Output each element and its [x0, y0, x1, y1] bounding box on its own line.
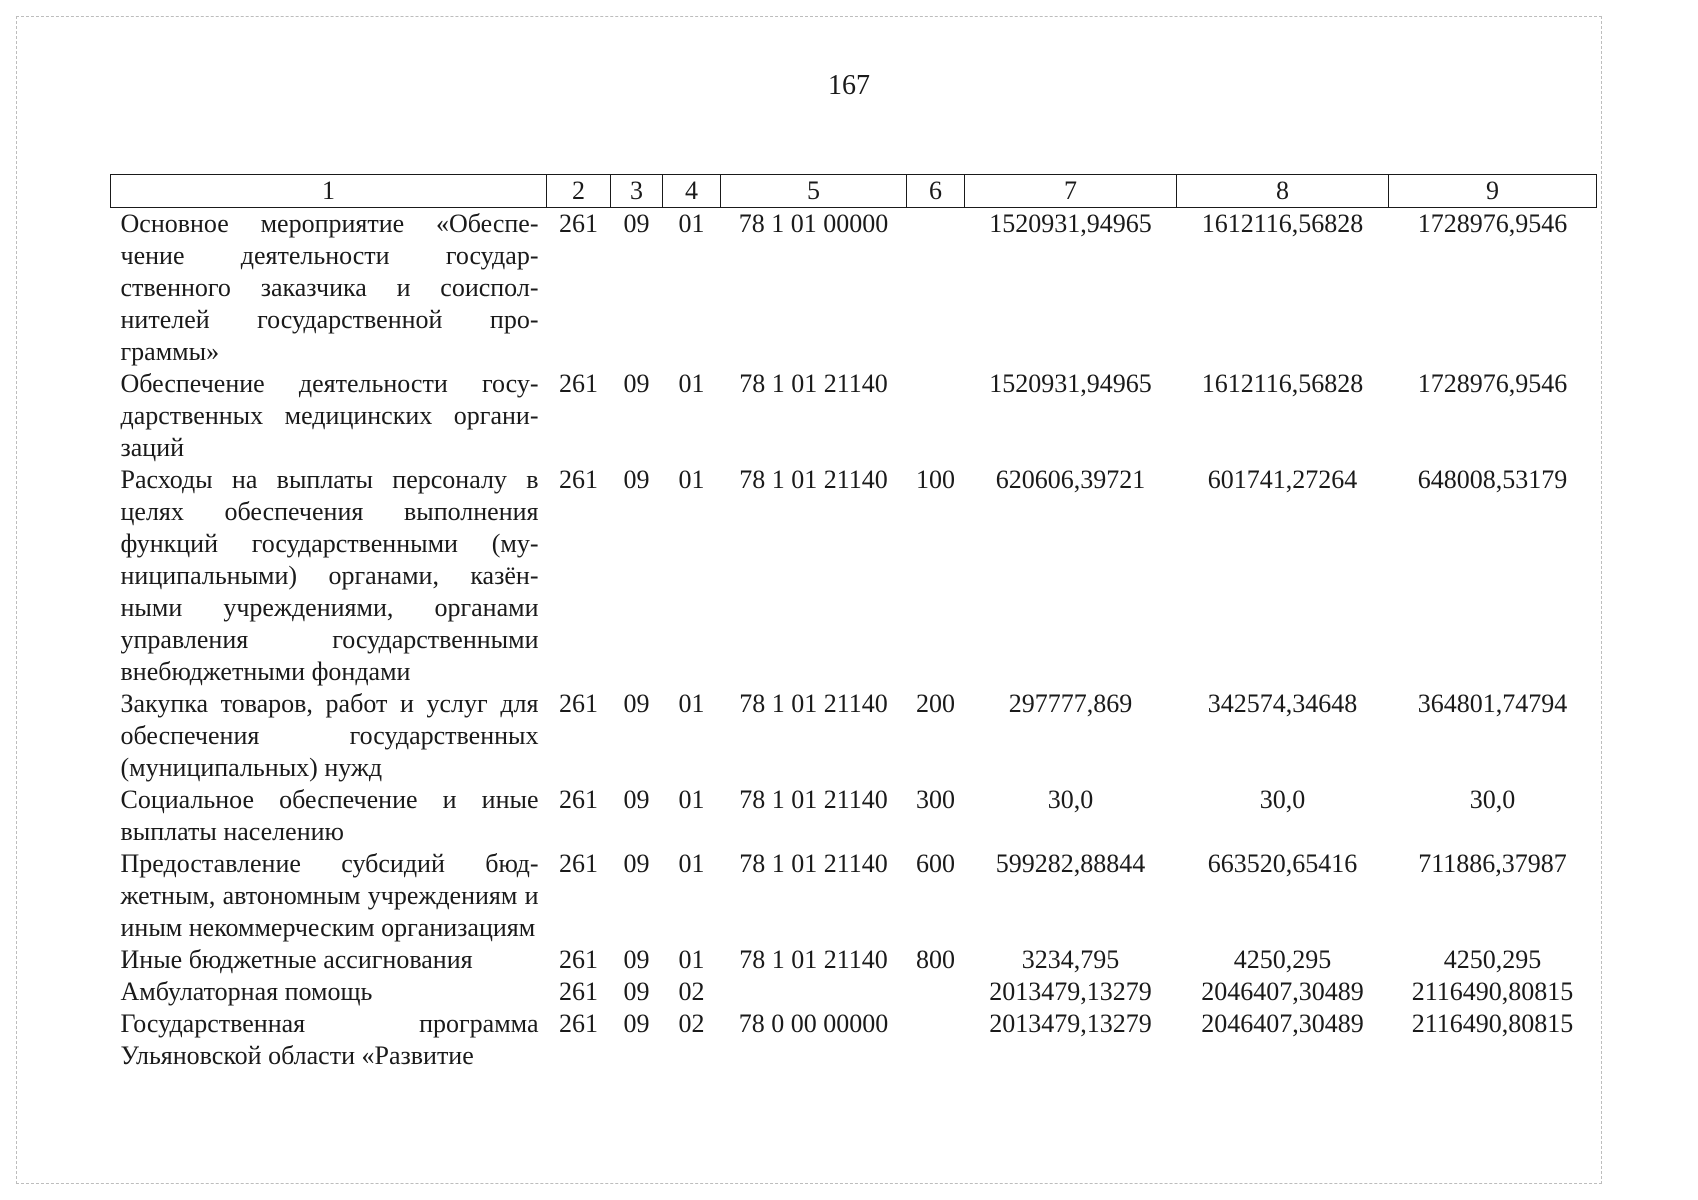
code-subsection: 01 [678, 209, 705, 238]
amount-year-2: 663520,65416 [1207, 849, 1358, 878]
amount-year-3: 648008,53179 [1417, 465, 1568, 494]
table-row [111, 208, 1597, 369]
table-row [111, 464, 1597, 688]
code-admin: 261 [559, 369, 598, 398]
row-description: Обеспечение деятельности государственных медицинских организаций [120, 369, 539, 462]
amount-year-2: 601741,27264 [1207, 465, 1358, 494]
amount-year-3: 2116490,80815 [1411, 1009, 1574, 1038]
table-row [111, 784, 1597, 848]
code-admin: 261 [559, 785, 598, 814]
code-expense-type: 600 [916, 849, 955, 878]
code-target-article: 78 1 01 21140 [739, 369, 888, 398]
code-expense-type [907, 208, 965, 369]
code-subsection: 01 [678, 369, 705, 398]
code-section: 09 [623, 785, 650, 814]
amount-year-2: 4250,295 [1233, 945, 1332, 974]
amount-year-2: 1612116,56828 [1201, 209, 1364, 238]
column-header: 4 [663, 175, 721, 208]
column-header: 1 [111, 175, 547, 208]
row-description: Государственная программа Ульяновской области «Развитие [120, 1009, 539, 1070]
code-subsection: 01 [678, 945, 705, 974]
amount-year-3: 2116490,80815 [1411, 977, 1574, 1006]
table-row [111, 976, 1597, 1008]
column-header: 6 [907, 175, 965, 208]
code-section: 09 [623, 465, 650, 494]
code-admin: 261 [559, 209, 598, 238]
code-target-article: 78 0 00 00000 [738, 1009, 889, 1038]
amount-year-1: 599282,88844 [995, 849, 1146, 878]
code-section: 09 [623, 369, 650, 398]
amount-year-3: 1728976,9546 [1417, 209, 1568, 238]
amount-year-1: 3234,795 [1021, 945, 1120, 974]
code-subsection: 01 [678, 785, 705, 814]
code-admin: 261 [559, 465, 598, 494]
code-subsection: 01 [678, 689, 705, 718]
code-target-article: 78 1 01 21140 [739, 849, 888, 878]
table-header-row [111, 175, 1597, 208]
code-subsection: 02 [678, 1009, 705, 1038]
row-description: Расходы на выплаты персоналу в целях обеспечения выполнения функций государственными (муниципальными) органами, казёнными учреждениями, органами управления государственными внебюджетными фондами [120, 465, 539, 686]
code-expense-type [907, 368, 965, 464]
code-admin: 261 [559, 849, 598, 878]
amount-year-2: 342574,34648 [1207, 689, 1358, 718]
code-target-article: 78 1 01 21140 [739, 689, 888, 718]
table-row [111, 1008, 1597, 1072]
table-row [111, 688, 1597, 784]
row-description: Амбулаторная помощь [120, 977, 373, 1006]
amount-year-1: 620606,39721 [995, 465, 1146, 494]
code-section: 09 [623, 689, 650, 718]
code-admin: 261 [559, 977, 598, 1006]
page-number: 167 [828, 70, 870, 101]
code-admin: 261 [559, 689, 598, 718]
amount-year-2: 1612116,56828 [1201, 369, 1364, 398]
code-subsection: 01 [678, 465, 705, 494]
row-description: Закупка товаров, работ и услуг для обеспечения государственных (муниципальных) нужд [120, 689, 539, 782]
code-subsection: 02 [678, 977, 705, 1006]
amount-year-1: 2013479,13279 [989, 1009, 1152, 1038]
column-header: 3 [611, 175, 663, 208]
amount-year-3: 4250,295 [1443, 945, 1542, 974]
amount-year-3: 364801,74794 [1417, 689, 1568, 718]
code-section: 09 [623, 945, 650, 974]
amount-year-3: 1728976,9546 [1417, 369, 1568, 398]
table-row [111, 944, 1597, 976]
amount-year-1: 2013479,13279 [989, 977, 1152, 1006]
amount-year-1: 30,0 [1047, 785, 1094, 814]
code-expense-type: 200 [916, 689, 955, 718]
column-header: 9 [1389, 175, 1597, 208]
code-section: 09 [623, 209, 650, 238]
code-section: 09 [623, 849, 650, 878]
code-target-article: 78 1 01 00000 [738, 209, 889, 238]
row-description: Предоставление субсидий бюджетным, автономным учреждениям и иным некоммерческим организациям [120, 849, 539, 942]
column-header: 8 [1177, 175, 1389, 208]
code-admin: 261 [559, 945, 598, 974]
column-header: 7 [965, 175, 1177, 208]
code-section: 09 [623, 977, 650, 1006]
amount-year-1: 297777,869 [1008, 689, 1133, 718]
amount-year-2: 2046407,30489 [1201, 977, 1364, 1006]
amount-year-1: 1520931,94965 [989, 209, 1152, 238]
code-section: 09 [623, 1009, 650, 1038]
amount-year-2: 30,0 [1259, 785, 1306, 814]
code-target-article: 78 1 01 21140 [739, 785, 888, 814]
amount-year-1: 1520931,94965 [989, 369, 1152, 398]
code-admin: 261 [559, 1009, 598, 1038]
column-header: 2 [547, 175, 611, 208]
code-subsection: 01 [678, 849, 705, 878]
code-target-article: 78 1 01 21140 [739, 945, 888, 974]
code-expense-type [907, 1008, 965, 1072]
budget-table [110, 174, 1597, 1072]
table-row [111, 848, 1597, 944]
code-expense-type: 300 [916, 785, 955, 814]
code-expense-type: 800 [916, 945, 955, 974]
amount-year-3: 30,0 [1469, 785, 1516, 814]
code-expense-type: 100 [916, 465, 955, 494]
row-description: Социальное обеспечение и иные выплаты населению [120, 785, 539, 846]
column-header: 5 [721, 175, 907, 208]
table-body [111, 208, 1597, 1073]
code-expense-type [907, 976, 965, 1008]
code-target-article: 78 1 01 21140 [739, 465, 888, 494]
amount-year-2: 2046407,30489 [1201, 1009, 1364, 1038]
row-description: Иные бюджетные ассигнования [120, 945, 473, 974]
row-description: Основное мероприятие «Обеспечение деятельности государственного заказчика и соисполнителей государственной программы» [120, 209, 539, 366]
code-target-article [721, 976, 907, 1008]
amount-year-3: 711886,37987 [1418, 849, 1567, 878]
table-row [111, 368, 1597, 464]
